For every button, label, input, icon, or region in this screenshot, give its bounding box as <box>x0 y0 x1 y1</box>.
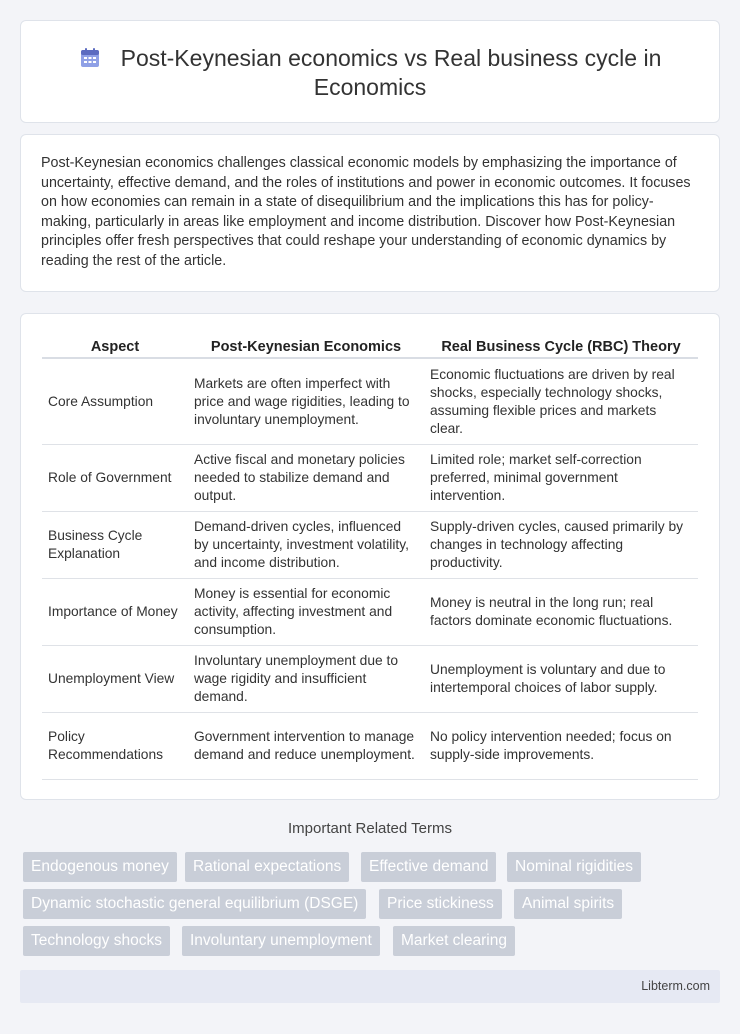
table-cell: Government intervention to manage demand and reduce unemployment. <box>188 713 424 780</box>
intro-paragraph: Post-Keynesian economics challenges classical economic models by emphasizing the importance of uncertainty, effective demand, and the roles of institutions and power in economic outcomes. It focuses on how economies can remain in a state of disequilibrium and the implications this has for policy-making, particularly in areas like employment and income distribution. Discover how Post-Keynesian principles offer fresh perspectives that could reshape your understanding of economic dynamics by reading the rest of the article. <box>41 155 691 269</box>
table-row <box>42 579 698 646</box>
related-term-tag[interactable]: Dynamic stochastic general equilibrium (DSGE) <box>23 889 366 919</box>
related-term-tag[interactable]: Price stickiness <box>379 889 502 919</box>
table-cell: Money is essential for economic activity, affecting investment and consumption. <box>188 579 424 646</box>
table-cell: Unemployment View <box>42 646 188 713</box>
footer-bar <box>20 970 720 1003</box>
table-cell: Role of Government <box>42 445 188 512</box>
comparison-card <box>20 313 720 800</box>
table-cell: Money is neutral in the long run; real factors dominate economic fluctuations. <box>424 579 698 646</box>
related-term-tag[interactable]: Involuntary unemployment <box>182 926 380 956</box>
footer-site-link[interactable]: Libterm.com <box>641 979 710 993</box>
header-card <box>20 20 720 123</box>
table-cell: Active fiscal and monetary policies needed to stabilize demand and output. <box>188 445 424 512</box>
related-term-tag[interactable]: Nominal rigidities <box>507 852 641 882</box>
related-term-tag[interactable]: Rational expectations <box>185 852 349 882</box>
related-terms-title: Important Related Terms <box>288 820 452 837</box>
table-header: Real Business Cycle (RBC) Theory <box>424 333 698 359</box>
related-term-tag[interactable]: Market clearing <box>393 926 515 956</box>
table-cell: Policy Recommendations <box>42 713 188 780</box>
table-cell: Involuntary unemployment due to wage rigidity and insufficient demand. <box>188 646 424 713</box>
table-header-row <box>42 333 698 359</box>
table-row <box>42 646 698 713</box>
related-term-tag[interactable]: Effective demand <box>361 852 496 882</box>
table-header: Aspect <box>42 333 188 359</box>
table-cell: Economic fluctuations are driven by real shocks, especially technology shocks, assuming flexible prices and markets clear. <box>424 359 698 445</box>
comparison-table <box>42 333 698 780</box>
table-cell: Importance of Money <box>42 579 188 646</box>
table-cell: Unemployment is voluntary and due to intertemporal choices of labor supply. <box>424 646 698 713</box>
table-header: Post-Keynesian Economics <box>188 333 424 359</box>
table-cell: Demand-driven cycles, influenced by uncertainty, investment volatility, and income distribution. <box>188 512 424 579</box>
intro-card <box>20 134 720 292</box>
page-title: Post-Keynesian economics vs Real business cycle in Economics <box>120 45 662 100</box>
table-row <box>42 359 698 445</box>
table-cell: No policy intervention needed; focus on supply-side improvements. <box>424 713 698 780</box>
related-term-tag[interactable]: Animal spirits <box>514 889 622 919</box>
table-cell: Supply-driven cycles, caused primarily by changes in technology affecting productivity. <box>424 512 698 579</box>
page-title-container <box>21 44 719 102</box>
related-term-tag[interactable]: Technology shocks <box>23 926 170 956</box>
related-term-tag[interactable]: Endogenous money <box>23 852 177 882</box>
table-row <box>42 445 698 512</box>
calendar-icon <box>79 47 101 69</box>
table-cell: Business Cycle Explanation <box>42 512 188 579</box>
table-row <box>42 512 698 579</box>
table-cell: Core Assumption <box>42 359 188 445</box>
table-cell: Limited role; market self-correction preferred, minimal government intervention. <box>424 445 698 512</box>
table-row <box>42 713 698 780</box>
table-cell: Markets are often imperfect with price and wage rigidities, leading to involuntary unemployment. <box>188 359 424 445</box>
